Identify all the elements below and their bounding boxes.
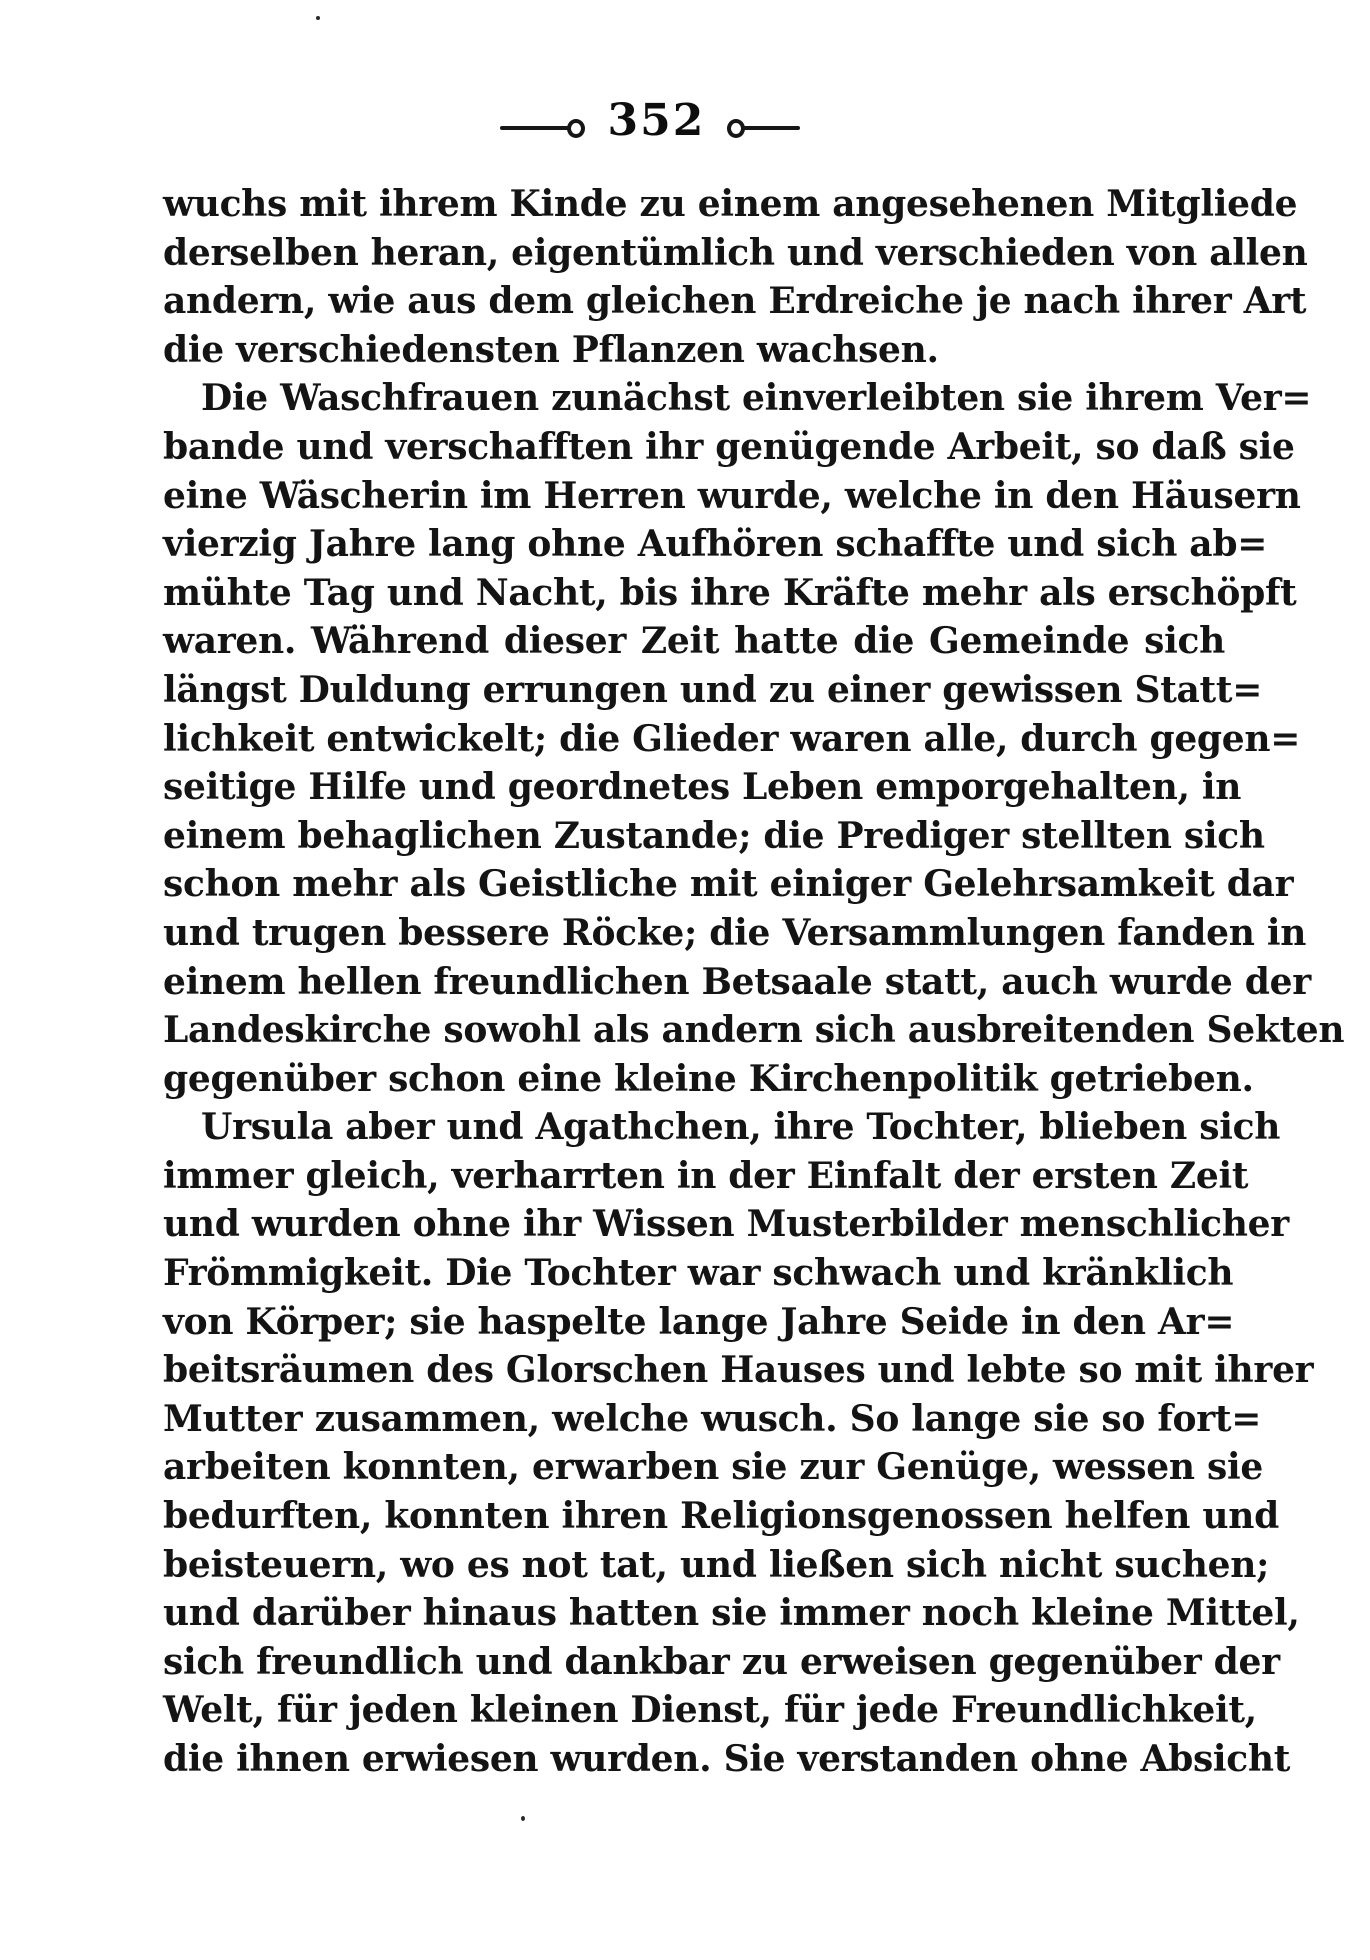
text-line: längst Duldung errungen und zu einer gewissen Statt= <box>163 668 1263 711</box>
text-line: und darüber hinaus hatten sie immer noch kleine Mittel, <box>163 1592 1300 1635</box>
text-line: gegenüber schon eine kleine Kirchenpolitik getrieben. <box>163 1057 1254 1100</box>
header-ring-left-icon <box>567 119 585 138</box>
text-line: einem behaglichen Zustande; die Prediger stellten sich <box>163 814 1265 857</box>
text-line: beisteuern, wo es not tat, und ließen sich nicht suchen; <box>163 1543 1270 1586</box>
text-line: immer gleich, verharrten in der Einfalt der ersten Zeit <box>163 1154 1249 1197</box>
text-line: bande und verschafften ihr genügende Arbeit, so daß sie <box>163 425 1295 468</box>
text-line: lichkeit entwickelt; die Glieder waren alle, durch gegen= <box>163 717 1301 760</box>
text-line: Die Waschfrauen zunächst einverleibten sie ihrem Ver= <box>201 377 1312 420</box>
text-line: seitige Hilfe und geordnetes Leben emporgehalten, in <box>163 766 1242 809</box>
text-line: Mutter zusammen, welche wusch. So lange sie so fort= <box>163 1397 1262 1440</box>
text-line: vierzig Jahre lang ohne Aufhören schaffte und sich ab= <box>163 523 1268 566</box>
text-line: beitsräumen des Glorschen Hauses und lebte so mit ihrer <box>163 1349 1314 1392</box>
scan-speck-icon <box>316 16 320 20</box>
header-rule-left-icon <box>500 126 569 130</box>
text-line: Landeskirche sowohl als andern sich ausbreitenden Sekten <box>163 1009 1345 1052</box>
text-line: Welt, für jeden kleinen Dienst, für jede Freundlichkeit, <box>163 1689 1257 1732</box>
text-line: und trugen bessere Röcke; die Versammlungen fanden in <box>163 911 1307 954</box>
text-line: sich freundlich und dankbar zu erweisen gegenüber der <box>163 1640 1280 1683</box>
text-line: wuchs mit ihrem Kinde zu einem angesehenen Mitgliede <box>163 183 1298 225</box>
text-line: derselben heran, eigentümlich und verschieden von allen <box>163 231 1308 274</box>
text-line: Frömmigkeit. Die Tochter war schwach und kränklich <box>163 1252 1234 1295</box>
text-line: bedurften, konnten ihren Religionsgenossen helfen und <box>163 1495 1279 1538</box>
scan-speck-icon <box>521 1816 525 1821</box>
text-line: eine Wäscherin im Herren wurde, welche in den Häusern <box>163 474 1301 517</box>
text-line: mühte Tag und Nacht, bis ihre Kräfte mehr als erschöpft <box>163 571 1297 614</box>
text-line: die ihnen erwiesen wurden. Sie verstanden ohne Absicht <box>163 1738 1291 1780</box>
page-number: 352 <box>607 95 706 146</box>
text-line: schon mehr als Geistliche mit einiger Gelehrsamkeit dar <box>163 863 1294 906</box>
header-rule-right-icon <box>743 126 800 130</box>
text-line: und wurden ohne ihr Wissen Musterbilder menschlicher <box>163 1203 1289 1246</box>
text-line: waren. Während dieser Zeit hatte die Gemeinde sich <box>163 620 1225 663</box>
running-head <box>500 96 800 146</box>
text-line: Ursula aber und Agathchen, ihre Tochter, blieben sich <box>201 1106 1281 1149</box>
text-line: arbeiten konnten, erwarben sie zur Genüge, wessen sie <box>163 1446 1263 1489</box>
text-line: die verschiedensten Pflanzen wachsen. <box>163 328 939 371</box>
page-text <box>163 180 1345 1784</box>
text-line: einem hellen freundlichen Betsaale statt, auch wurde der <box>163 960 1311 1003</box>
text-line: von Körper; sie haspelte lange Jahre Seide in den Ar= <box>163 1300 1235 1343</box>
text-line: andern, wie aus dem gleichen Erdreiche je nach ihrer Art <box>163 280 1307 323</box>
